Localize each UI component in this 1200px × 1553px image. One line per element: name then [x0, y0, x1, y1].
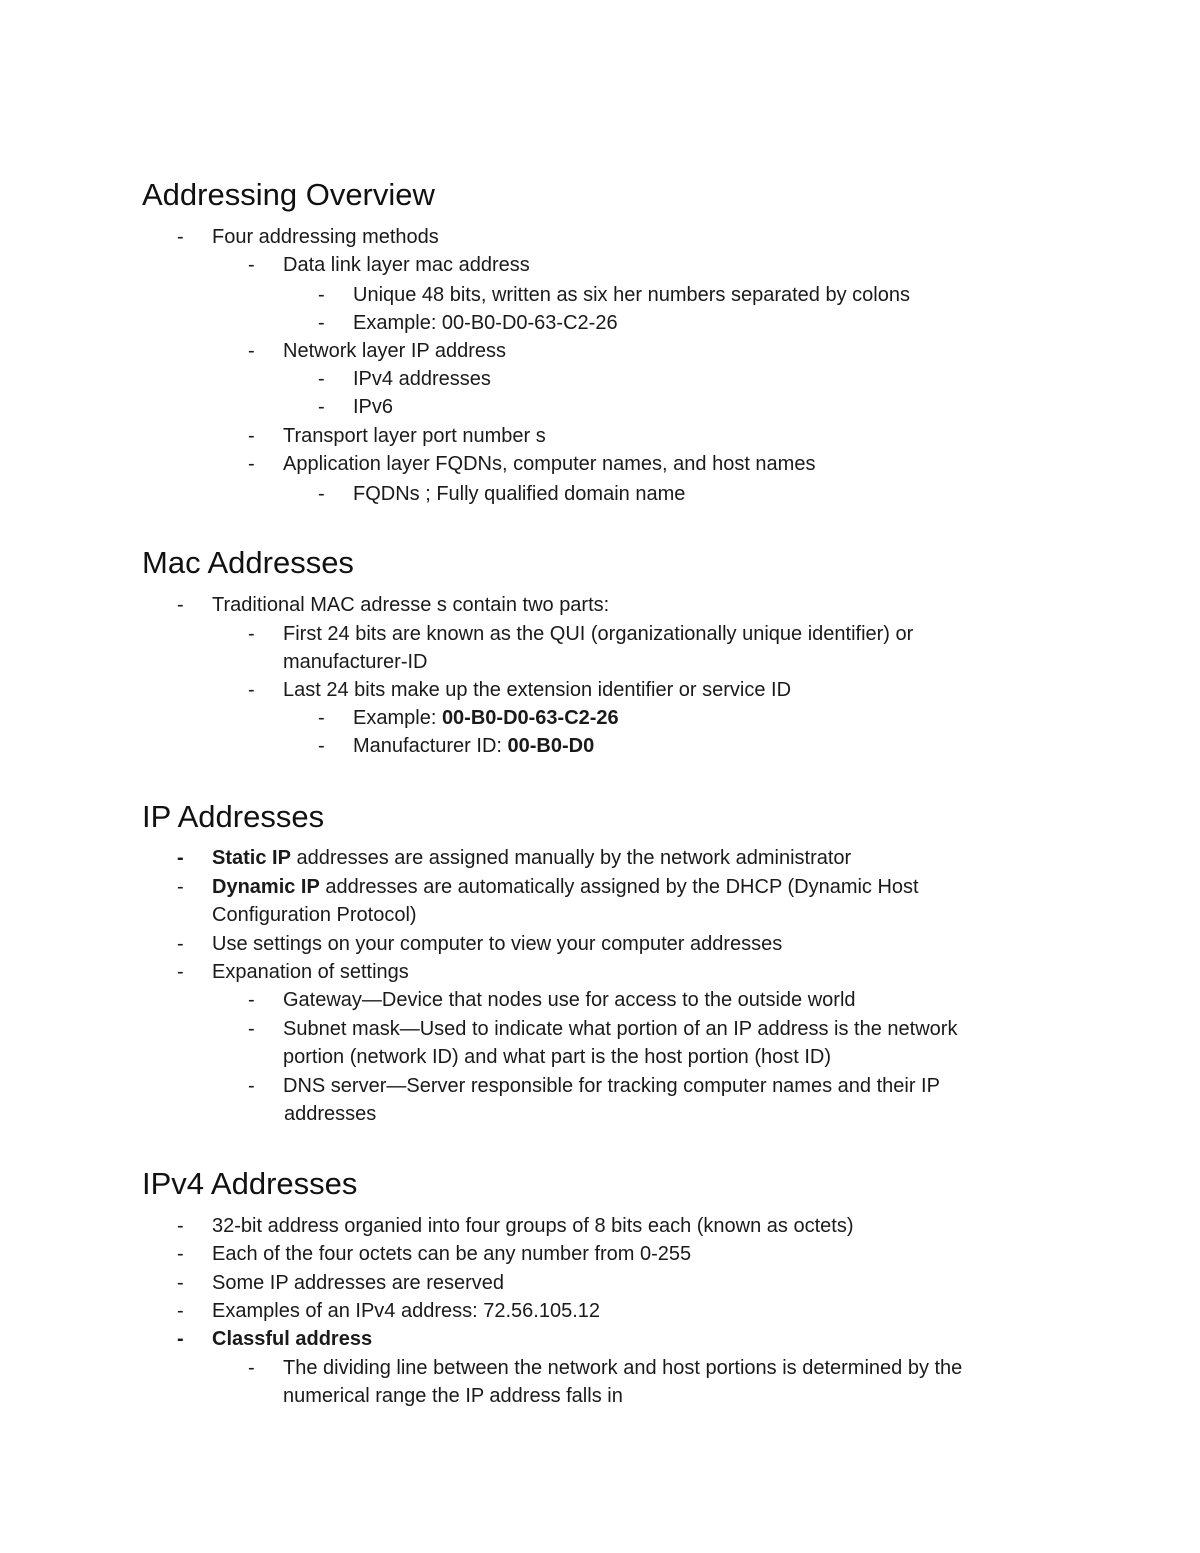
- list-item: - Use settings on your computer to view your computer addresses: [177, 933, 783, 955]
- list-item: - Unique 48 bits, written as six her numbers separated by colons: [318, 284, 910, 306]
- list-item: - Dynamic IP addresses are automatically assigned by the DHCP (Dynamic Host Configuration Protocol): [177, 876, 919, 926]
- list-item: - The dividing line between the network and host portions is determined by the numerical range the IP address falls in: [248, 1357, 963, 1407]
- list-item: - Manufacturer ID: 00-B0-D0: [318, 735, 595, 757]
- list-item: - Four addressing methods: [177, 226, 439, 248]
- list-item: - FQDNs ; Fully qualified domain name: [318, 483, 686, 505]
- list-item: - First 24 bits are known as the QUI (organizationally unique identifier) or manufacturer-ID: [248, 623, 914, 673]
- list-item: - Expanation of settings: [177, 961, 409, 983]
- list-item: - Data link layer mac address: [248, 254, 530, 276]
- list-item: - Some IP addresses are reserved: [177, 1272, 505, 1294]
- list-item: - Network layer IP address: [248, 340, 507, 362]
- list-item: - Classful address: [177, 1328, 373, 1350]
- heading-ip-addresses: IP Addresses: [142, 799, 325, 834]
- list-item: - DNS server—Server responsible for tracking computer names and their IP addresses: [248, 1075, 940, 1125]
- list-item: - Last 24 bits make up the extension identifier or service ID: [248, 679, 792, 701]
- list-item: - Each of the four octets can be any number from 0-255: [177, 1243, 692, 1265]
- list-item: - Static IP addresses are assigned manually by the network administrator: [177, 847, 852, 869]
- list-item: - IPv4 addresses: [318, 368, 491, 390]
- list-item: - Application layer FQDNs, computer names, and host names: [248, 453, 816, 475]
- list-item: - Example: 00-B0-D0-63-C2-26: [318, 312, 618, 334]
- list-item: - Transport layer port number s: [248, 425, 546, 447]
- list-item: - Traditional MAC adresse s contain two parts:: [177, 594, 610, 616]
- heading-addressing-overview: Addressing Overview: [142, 177, 435, 212]
- heading-ipv4-addresses: IPv4 Addresses: [142, 1166, 358, 1201]
- list-item: - IPv6: [318, 396, 394, 418]
- list-item: - Examples of an IPv4 address: 72.56.105.12: [177, 1300, 601, 1322]
- list-item: - Subnet mask—Used to indicate what portion of an IP address is the network portion (network ID) and what part is the host portion (host ID): [248, 1018, 958, 1068]
- list-item: - Gateway—Device that nodes use for access to the outside world: [248, 989, 856, 1011]
- list-item: - Example: 00-B0-D0-63-C2-26: [318, 707, 619, 729]
- heading-mac-addresses: Mac Addresses: [142, 545, 354, 580]
- list-item: - 32-bit address organied into four groups of 8 bits each (known as octets): [177, 1215, 854, 1237]
